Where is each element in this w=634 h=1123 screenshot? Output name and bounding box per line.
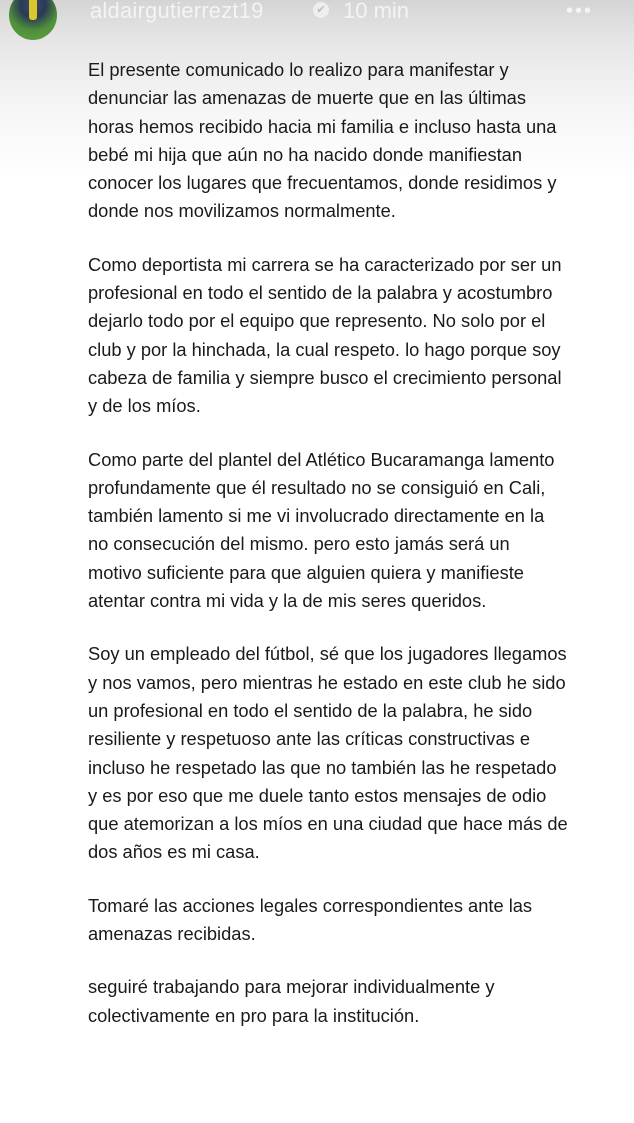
paragraph: Soy un empleado del fútbol, sé que los jugadores llegamos y nos vamos, pero mientras he estado en este club he sido un profesional en todo el sentido de la palabra, he sido resiliente y respetuoso ante las críticas constructivas e incluso he respetado las que no también las he respetado y es por eso que me duele tanto estos mensajes de odio que atemorizan a los míos en una ciudad que hace más de dos años es mi casa. — [88, 643, 568, 863]
paragraph: Como deportista mi carrera se ha caracterizado por ser un profesional en todo el sentido de la palabra y acostumbro dejarlo todo por el equipo que represento. No solo por el club y por la hinchada, la cual respeto. lo hago porque soy cabeza de familia y siempre busco el crecimiento personal y de los míos. — [88, 253, 562, 417]
statement-text — [88, 56, 568, 1055]
story-header — [0, 0, 634, 44]
more-options-icon[interactable]: ••• — [566, 0, 594, 22]
paragraph: Tomaré las acciones legales correspondientes ante las amenazas recibidas. — [88, 894, 533, 945]
paragraph: El presente comunicado lo realizo para manifestar y denunciar las amenazas de muerte que en las últimas horas hemos recibido hacia mi familia e incluso hasta una bebé mi hija que aún no ha nacido donde manifiestan conocer los lugares que frecuentamos, donde residimos y donde nos movilizamos normalmente. — [88, 59, 557, 222]
avatar[interactable] — [9, 0, 57, 40]
paragraph: seguiré trabajando para mejorar individualmente y colectivamente en pro para la institución. — [88, 976, 495, 1026]
username[interactable]: aldairgutierrezt19 — [90, 0, 264, 23]
verified-badge-icon: ✔ — [313, 2, 329, 18]
paragraph: Como parte del plantel del Atlético Bucaramanga lamento profundamente que él resultado no se consiguió en Cali, también lamento si me vi involucrado directamente en la no consecución del mismo. pero esto jamás será un motivo suficiente para que alguien quiera y manifieste atentar contra mi vida y la de mis seres queridos. — [88, 448, 555, 612]
post-time: 10 min — [343, 0, 410, 23]
avatar-photo — [29, 0, 37, 20]
